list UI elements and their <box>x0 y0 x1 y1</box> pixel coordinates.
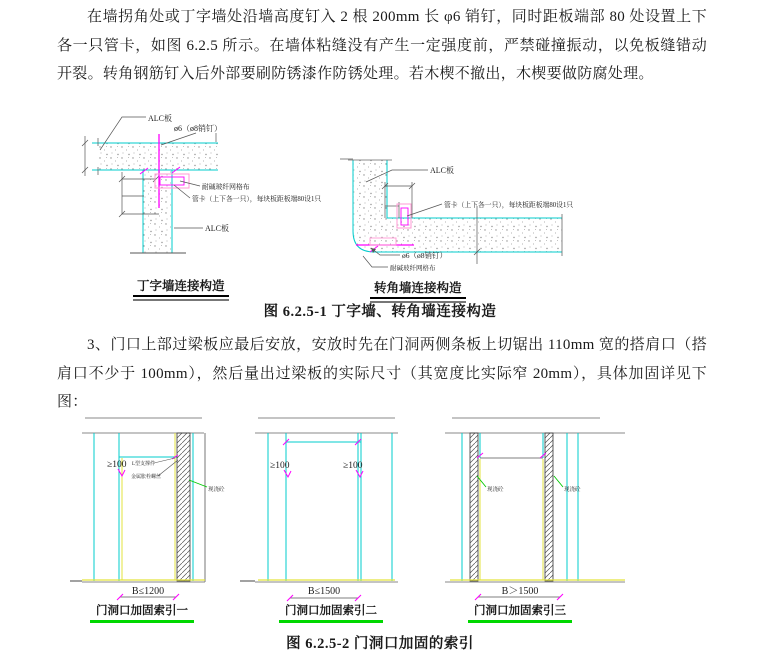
label-alc: ALC板 <box>430 166 454 175</box>
tee-wall-title: 丁字墙连接构造 <box>133 276 229 301</box>
label-support: L型支撑件 <box>132 462 156 467</box>
label-concrete-left: 现浇砼 <box>487 487 504 493</box>
door-opening-diagram-1 <box>62 413 242 613</box>
door-opening-diagram-2 <box>240 413 420 613</box>
horizontal-alc-panel <box>98 143 218 170</box>
diagram2-structure <box>240 418 398 582</box>
dim-left: ≥100 <box>270 461 290 471</box>
paragraph-2: 3、门口上部过梁板应最后安放，安放时先在门洞两侧条板上切锯出 110mm 宽的搭肩口（搭肩口不少于 100mm），然后量出过梁板的实际尺寸（其宽度比实际窄 20mm），具体加固详见下图： <box>57 337 707 410</box>
diagram1-structure <box>70 418 205 582</box>
dim-bottom: B≤1200 <box>131 586 165 597</box>
figure1-caption: 图 6.2.5-1 丁字墙、转角墙连接构造 <box>263 304 497 320</box>
concrete-column-left <box>470 433 478 581</box>
corner-wall-diagram <box>340 118 625 283</box>
concrete-column-right <box>545 433 553 581</box>
label-bolt: 金属胀栓螺丝 <box>131 475 162 480</box>
dim-bottom: B≤1500 <box>307 586 341 597</box>
dim-right: ≥100 <box>343 461 363 471</box>
door-opening-diagram-3 <box>440 413 630 613</box>
diagram3-structure <box>445 418 625 582</box>
label-clamp: 管卡（上下各一只），每块板距板端80设1只 <box>192 196 322 203</box>
label-mesh: 耐碱玻纤网格布 <box>202 184 250 191</box>
label-clamp: 管卡（上下各一只），每块板距板端80设1只 <box>444 202 574 209</box>
diagram3-title: 门洞口加固索引三 <box>468 602 572 623</box>
corner-wall-title: 转角墙连接构造 <box>370 278 466 303</box>
label-alc-top: ALC板 <box>148 114 172 123</box>
label-alc-bottom: ALC板 <box>205 224 229 233</box>
diagram2-title: 门洞口加固索引二 <box>279 602 383 623</box>
label-pin: ø6（ø8销钉） <box>402 251 447 260</box>
dim-top: ≥100 <box>107 460 127 470</box>
paragraph-1: 在墙拐角处或丁字墙处沿墙高度钉入 2 根 200mm 长 φ6 销钉，同时距板端部 80 处设置上下各一只管卡，如图 6.2.5 所示。在墙体粘缝没有产生一定强度前，严禁碰撞振动，以免板缝错动开裂。转角钢筋钉入后外部要刷防锈漆作防锈处理。若木楔不撤出，木楔要做防腐处理。 <box>57 9 707 82</box>
concrete-column <box>177 433 190 581</box>
tee-wall-diagram <box>76 112 348 280</box>
dim-bottom: B＞1500 <box>501 586 539 597</box>
diagram1-title: 门洞口加固索引一 <box>90 602 194 623</box>
vertical-alc-panel <box>143 170 172 253</box>
figure2-caption: 图 6.2.5-2 门洞口加固的索引 <box>286 636 474 652</box>
label-mesh: 耐碱玻纤网格布 <box>390 265 436 272</box>
label-concrete-right: 现浇砼 <box>564 487 581 493</box>
label-concrete: 现浇砼 <box>208 487 225 493</box>
label-pin: ø6（ø8销钉） <box>174 124 222 133</box>
